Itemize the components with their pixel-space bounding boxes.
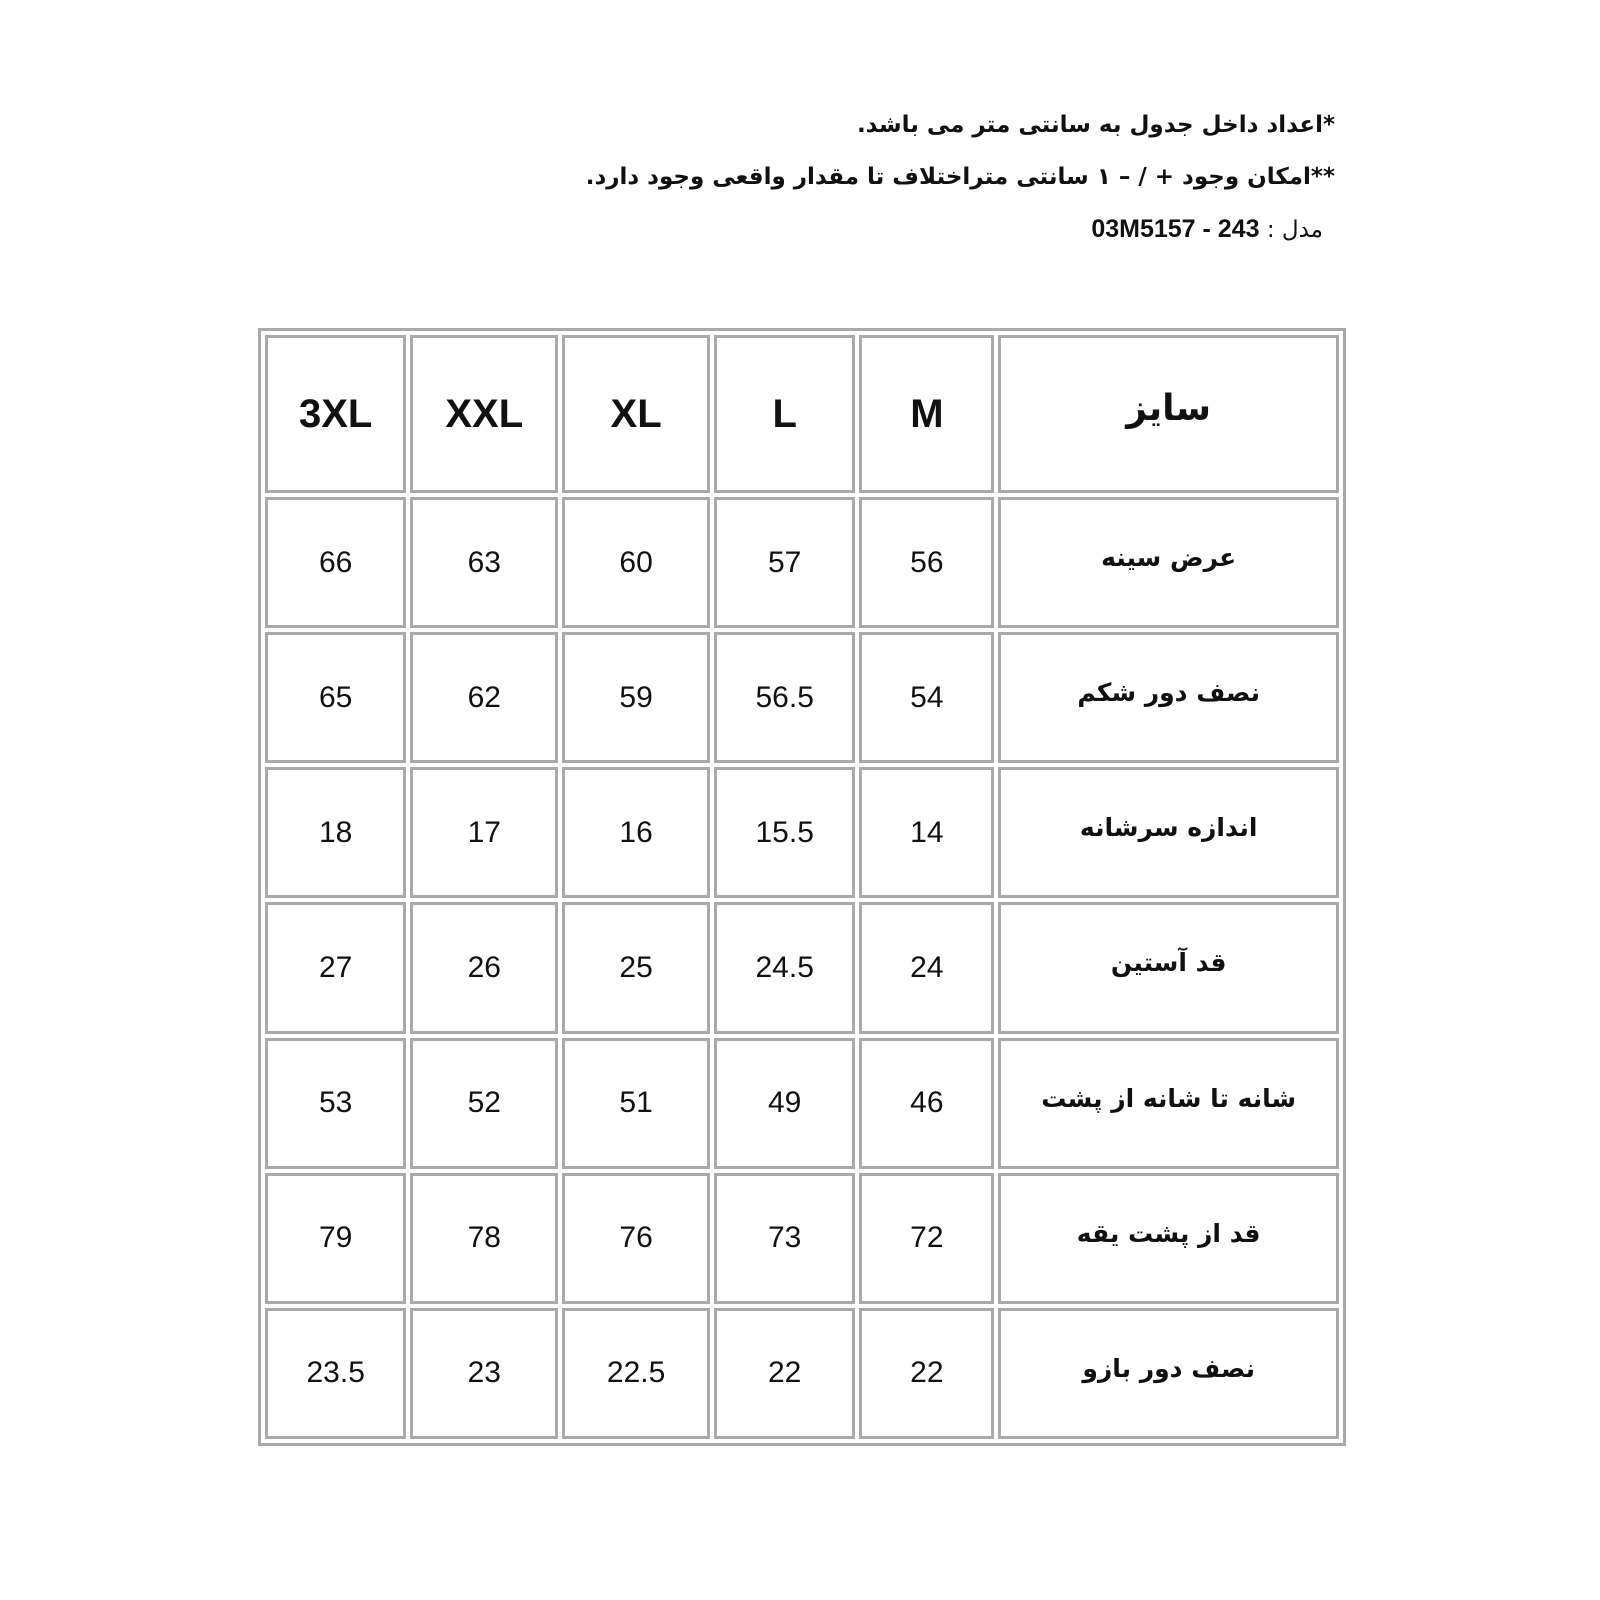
table-cell: 73: [714, 1173, 855, 1304]
row-label: عرض سینه: [998, 497, 1339, 628]
table-cell: 23: [410, 1308, 558, 1439]
table-row: [265, 1173, 1339, 1304]
note-units: *اعداد داخل جدول به سانتی متر می باشد.: [856, 112, 1335, 138]
table-cell: 51: [562, 1038, 710, 1169]
table-cell: 22: [714, 1308, 855, 1439]
table-cell: 56: [859, 497, 994, 628]
table-cell: 54: [859, 632, 994, 763]
table-cell: 16: [562, 767, 710, 898]
size-header-m: M: [859, 335, 994, 493]
size-header-xl: XL: [562, 335, 710, 493]
table-row: [265, 1308, 1339, 1439]
model-code: 03M5157 - 243: [1091, 215, 1260, 243]
table-cell: 27: [265, 902, 406, 1033]
table-cell: 26: [410, 902, 558, 1033]
size-header-3xl: 3XL: [265, 335, 406, 493]
table-cell: 49: [714, 1038, 855, 1169]
table-cell: 57: [714, 497, 855, 628]
size-header-l: L: [714, 335, 855, 493]
table-cell: 22.5: [562, 1308, 710, 1439]
row-label: نصف دور بازو: [998, 1308, 1339, 1439]
row-label: نصف دور شکم: [998, 632, 1339, 763]
table-cell: 66: [265, 497, 406, 628]
table-row: [265, 902, 1339, 1033]
table-cell: 63: [410, 497, 558, 628]
table-cell: 17: [410, 767, 558, 898]
table-cell: 14: [859, 767, 994, 898]
table-cell: 62: [410, 632, 558, 763]
table-header-row: [265, 335, 1339, 493]
table-cell: 18: [265, 767, 406, 898]
table-cell: 53: [265, 1038, 406, 1169]
table-cell: 15.5: [714, 767, 855, 898]
table-cell: 65: [265, 632, 406, 763]
note-tolerance: **امکان وجود + / – ۱ سانتی متراختلاف تا مقدار واقعی وجود دارد.: [585, 164, 1335, 190]
notes-block: [575, 112, 1335, 242]
table-row: [265, 767, 1339, 898]
size-table: [258, 328, 1346, 1446]
table-row: [265, 497, 1339, 628]
table-cell: 46: [859, 1038, 994, 1169]
size-header-label: سایز: [998, 335, 1339, 493]
table-row: [265, 632, 1339, 763]
table-cell: 78: [410, 1173, 558, 1304]
table-cell: 59: [562, 632, 710, 763]
table-row: [265, 1038, 1339, 1169]
row-label: اندازه سرشانه: [998, 767, 1339, 898]
table-cell: 72: [859, 1173, 994, 1304]
table-cell: 23.5: [265, 1308, 406, 1439]
table-cell: 60: [562, 497, 710, 628]
table-cell: 52: [410, 1038, 558, 1169]
model-line: [575, 216, 1323, 242]
size-header-xxl: XXL: [410, 335, 558, 493]
table-cell: 76: [562, 1173, 710, 1304]
table-cell: 22: [859, 1308, 994, 1439]
row-label: قد آستین: [998, 902, 1339, 1033]
table-cell: 56.5: [714, 632, 855, 763]
table-cell: 25: [562, 902, 710, 1033]
model-label: مدل :: [1266, 217, 1323, 243]
row-label: شانه تا شانه از پشت: [998, 1038, 1339, 1169]
table-cell: 79: [265, 1173, 406, 1304]
table-cell: 24: [859, 902, 994, 1033]
row-label: قد از پشت یقه: [998, 1173, 1339, 1304]
table-cell: 24.5: [714, 902, 855, 1033]
